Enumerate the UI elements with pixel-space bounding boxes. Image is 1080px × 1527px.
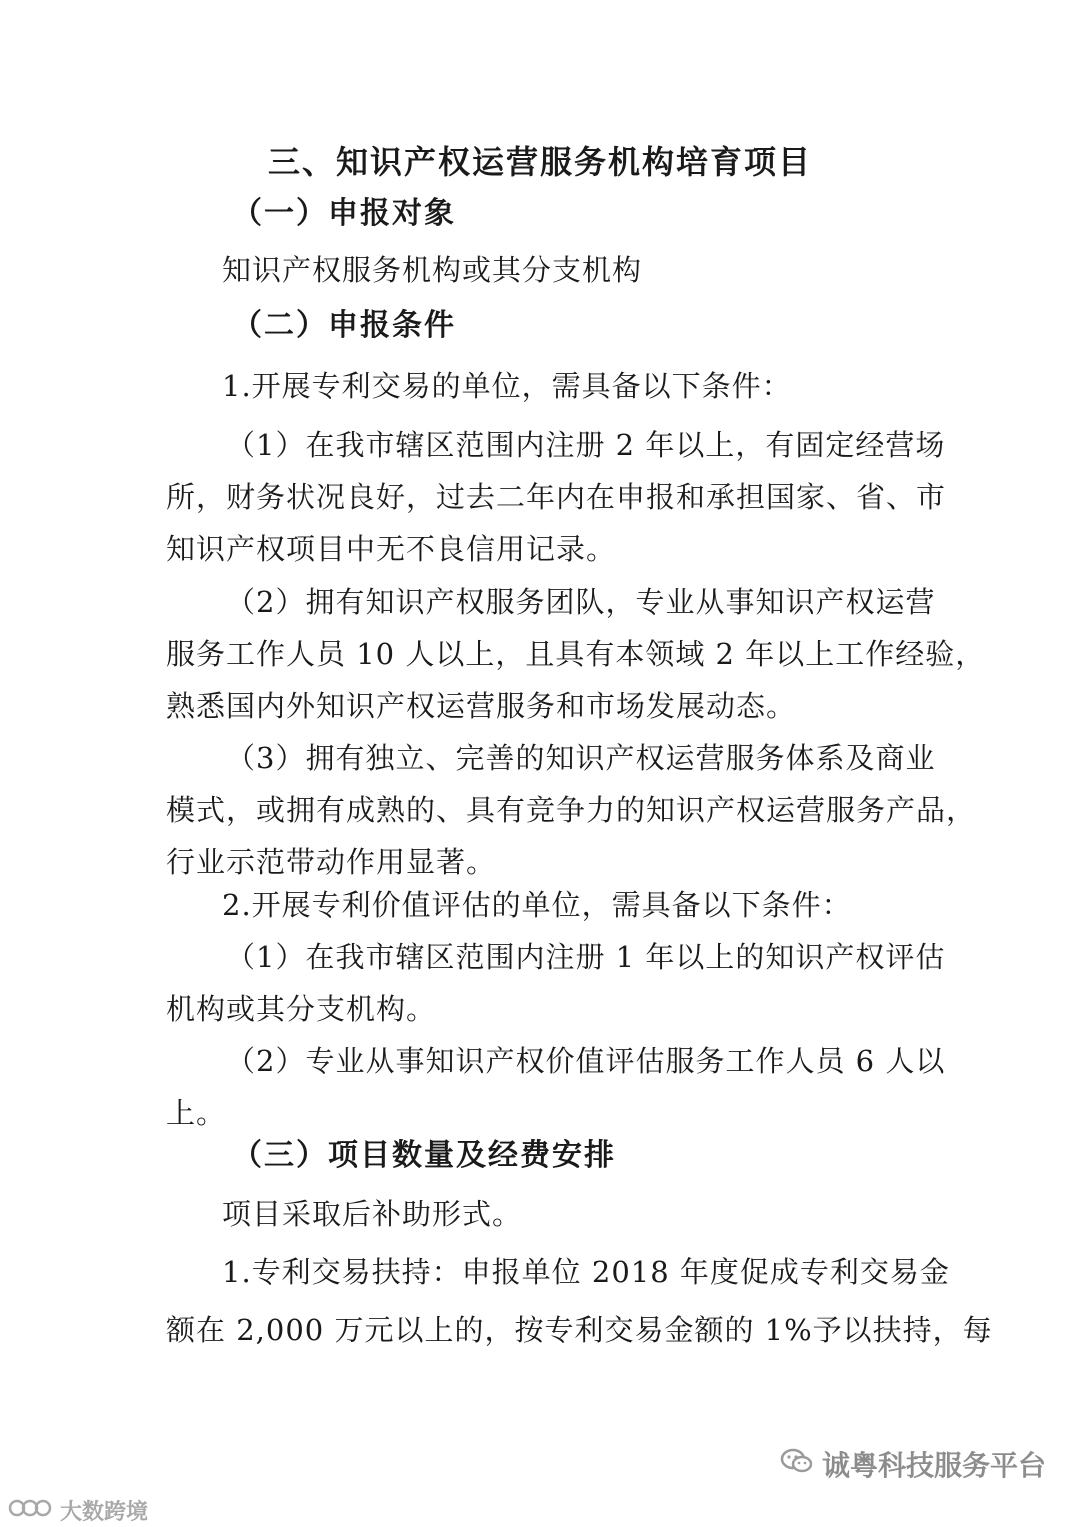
paragraph-line: 1.专利交易扶持：申报单位 2018 年度促成专利交易金	[222, 1255, 950, 1289]
paragraph-line: （1）在我市辖区范围内注册 2 年以上，有固定经营场	[226, 428, 946, 462]
paragraph-line: 2.开展专利价值评估的单位，需具备以下条件：	[222, 888, 852, 922]
section-heading-conditions: （二）申报条件	[232, 308, 456, 343]
paragraph-line: 额在 2,000 万元以上的，按专利交易金额的 1%予以扶持，每	[166, 1313, 993, 1347]
watermark-right-text: 诚粤科技服务平台	[821, 1449, 1046, 1482]
paragraph-line: （1）在我市辖区范围内注册 1 年以上的知识产权评估	[226, 940, 946, 974]
section-heading-applicants: （一）申报对象	[232, 196, 456, 231]
paragraph-line: 项目采取后补助形式。	[222, 1197, 523, 1231]
paragraph-line: 知识产权服务机构或其分支机构	[222, 253, 643, 287]
watermark-left-text: 大数跨境	[60, 1500, 149, 1525]
paragraph-line: 模式，或拥有成熟的、具有竞争力的知识产权运营服务产品，	[166, 793, 977, 827]
document-title: 三、知识产权运营服务机构培育项目	[267, 143, 812, 181]
paragraph-line: 1.开展专利交易的单位，需具备以下条件：	[222, 369, 792, 403]
paragraph-line: （2）专业从事知识产权价值评估服务工作人员 6 人以	[226, 1044, 946, 1078]
paragraph-line: 所，财务状况良好，过去二年内在申报和承担国家、省、市	[166, 480, 947, 514]
brand-logo-icon	[8, 1497, 52, 1525]
paragraph-line: 熟悉国内外知识产权运营服务和市场发展动态。	[166, 689, 797, 723]
section-heading-funding: （三）项目数量及经费安排	[232, 1138, 616, 1173]
paragraph-line: 上。	[166, 1096, 227, 1130]
paragraph-line: （2）拥有知识产权服务团队，专业从事知识产权运营	[226, 585, 936, 619]
paragraph-line: （3）拥有独立、完善的知识产权运营服务体系及商业	[226, 741, 936, 775]
paragraph-line: 机构或其分支机构。	[166, 992, 437, 1026]
paragraph-line: 行业示范带动作用显著。	[166, 845, 497, 879]
paragraph-line: 知识产权项目中无不良信用记录。	[166, 532, 617, 566]
paragraph-line: 服务工作人员 10 人以上，且具有本领域 2 年以上工作经验，	[166, 637, 986, 671]
watermark-left	[8, 1495, 148, 1526]
wechat-icon	[780, 1447, 814, 1482]
watermark-right	[780, 1444, 1046, 1484]
